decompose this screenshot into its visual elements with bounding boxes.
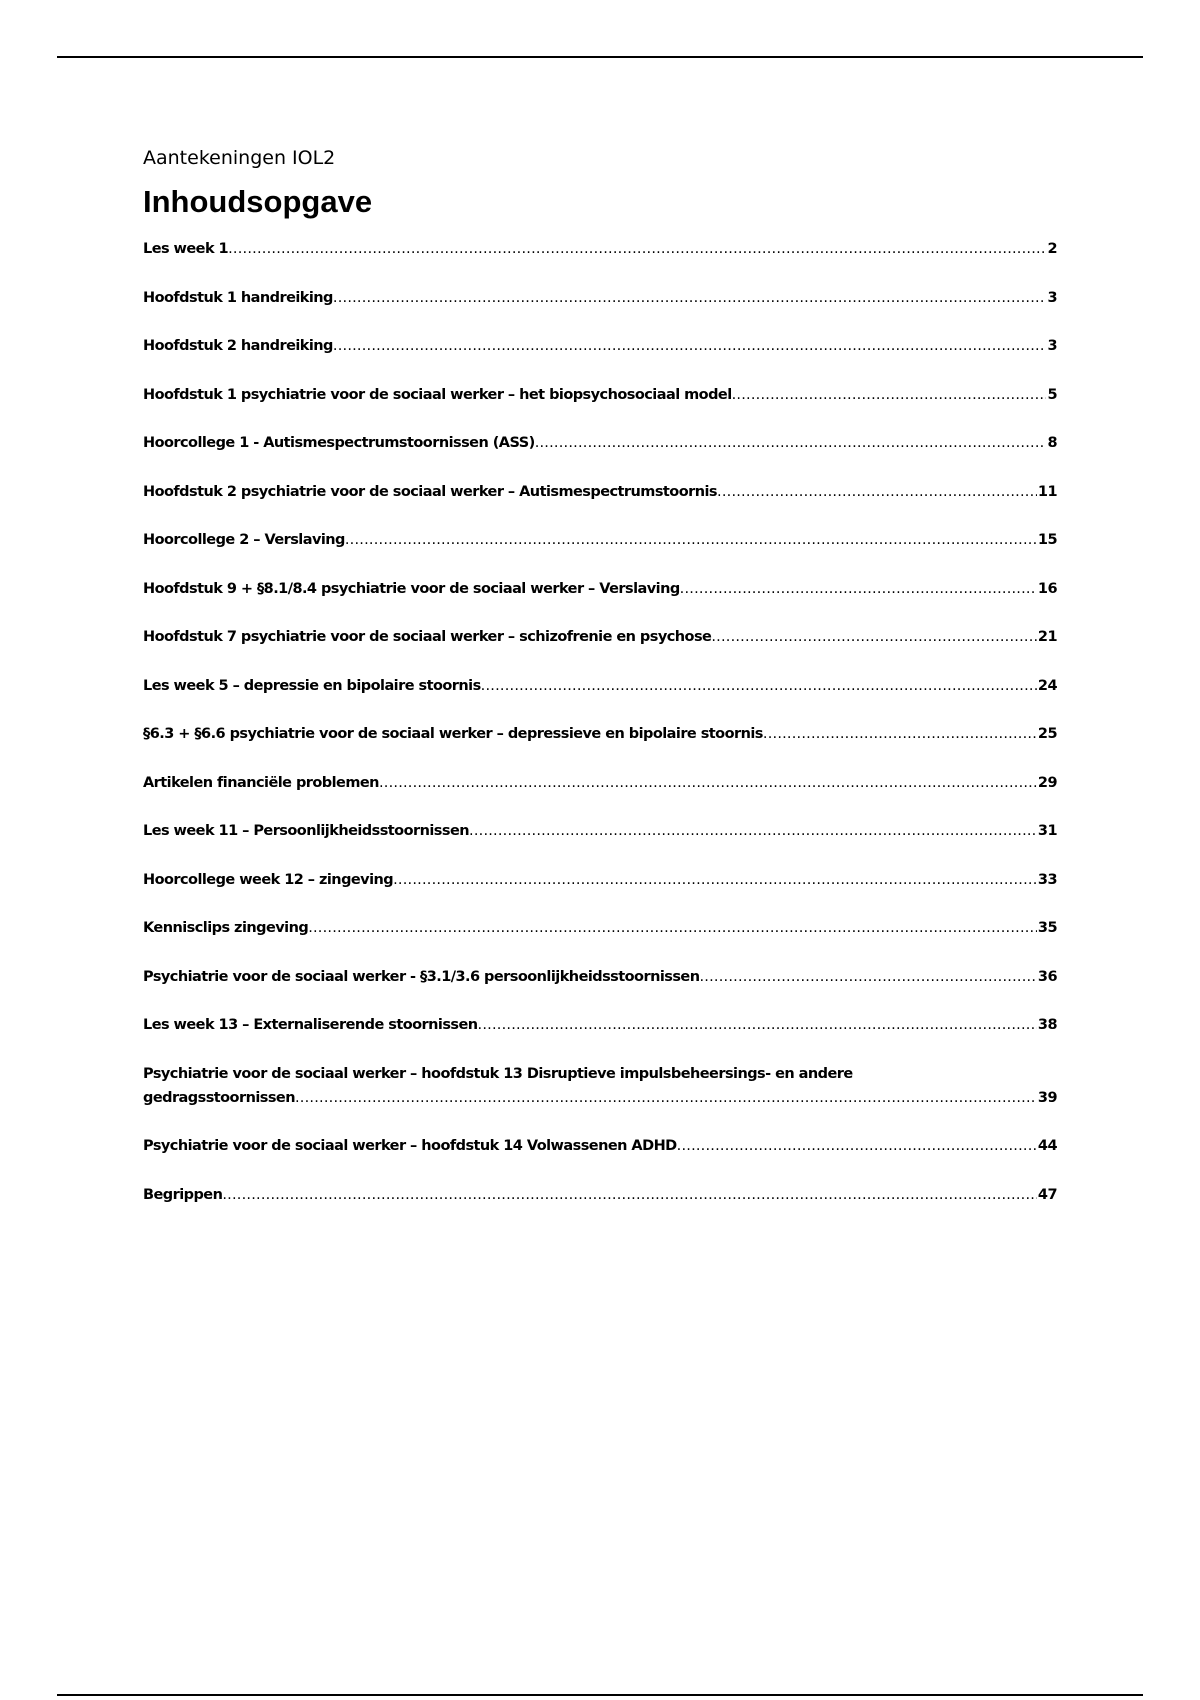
dot-leader: [469, 819, 1037, 843]
toc-entry-hoofdstuk-9-verslaving[interactable]: [143, 577, 1057, 601]
toc-entry-title-line1: Psychiatrie voor de sociaal werker – hoofdstuk 13 Disruptieve impulsbeheersings- en andere: [143, 1065, 853, 1082]
toc-entry-title: Hoofdstuk 2 psychiatrie voor de sociaal werker – Autismespectrumstoornis: [143, 483, 718, 500]
page-content: [143, 142, 1057, 1231]
toc-entry-hoofdstuk-7-schizofrenie[interactable]: [143, 625, 1057, 649]
toc-entry-page: 21: [1037, 629, 1057, 645]
toc-entry-page: 33: [1037, 871, 1057, 888]
toc-entry-page: 11: [1037, 483, 1057, 500]
toc-entry-title: Artikelen financiële problemen: [143, 774, 379, 791]
dot-leader: [295, 1086, 1037, 1110]
toc-entry-page: 2: [1047, 241, 1057, 257]
dot-leader: [345, 528, 1037, 552]
toc-heading: Inhoudsopgave: [143, 184, 373, 219]
toc-entry-volwassenen-adhd[interactable]: [143, 1134, 1057, 1158]
toc-entry-page: 29: [1037, 774, 1057, 791]
footer-rule: [57, 1694, 1143, 1696]
toc-entry-title: Begrippen: [143, 1186, 223, 1203]
toc-entry-les-week-5[interactable]: [143, 674, 1057, 698]
toc-entry-begrippen[interactable]: [143, 1183, 1057, 1207]
toc-entry-page: 24: [1037, 677, 1057, 694]
toc-entry-page: 44: [1037, 1138, 1057, 1154]
toc-entry-persoonlijkheidsstoornissen[interactable]: [143, 965, 1057, 989]
dot-leader: [308, 916, 1037, 940]
dot-leader: [535, 431, 1047, 455]
header-rule: [57, 56, 1143, 58]
toc-entry-kennisclips[interactable]: [143, 916, 1057, 940]
toc-entry-page: 15: [1037, 532, 1057, 548]
toc-entry-title: Hoofdstuk 2 handreiking: [143, 338, 333, 354]
dot-leader: [222, 1183, 1037, 1207]
toc-entry-title: Hoorcollege 1 - Autismespectrumstoornissen (ASS): [143, 435, 535, 451]
toc-entry-title: Psychiatrie voor de sociaal werker - §3.1/3.6 persoonlijkheidsstoornissen: [143, 968, 700, 985]
dot-leader: [478, 1013, 1037, 1037]
toc-entry-page: 35: [1037, 920, 1057, 936]
toc-entry-title-line2: gedragsstoornissen: [143, 1089, 295, 1106]
table-of-contents: [143, 237, 1057, 1207]
toc-entry-page: 3: [1047, 338, 1057, 354]
toc-entry-artikelen-financiele[interactable]: [143, 771, 1057, 795]
toc-entry-hoorcollege-1[interactable]: [143, 431, 1057, 455]
toc-entry-page: 47: [1037, 1186, 1057, 1203]
dot-leader: [732, 383, 1047, 407]
toc-entry-title: Les week 11 – Persoonlijkheidsstoornissen: [143, 823, 470, 839]
dot-leader: [228, 237, 1046, 261]
toc-entry-autismespectrumstoornis[interactable]: [143, 480, 1057, 504]
dot-leader: [379, 771, 1037, 795]
toc-entry-biopsychosociaal-model[interactable]: [143, 383, 1057, 407]
document-title: Aantekeningen IOL2: [143, 147, 336, 169]
dot-leader: [677, 1134, 1037, 1158]
toc-entry-title: Hoofdstuk 7 psychiatrie voor de sociaal werker – schizofrenie en psychose: [143, 629, 712, 645]
dot-leader: [699, 965, 1036, 989]
toc-entry-hoofdstuk-1-handreiking[interactable]: [143, 286, 1057, 310]
dot-leader: [717, 480, 1037, 504]
toc-entry-page: 5: [1047, 386, 1057, 403]
toc-entry-title: §6.3 + §6.6 psychiatrie voor de sociaal werker – depressieve en bipolaire stoornis: [143, 726, 763, 742]
toc-entry-title: Hoofdstuk 1 handreiking: [143, 289, 333, 306]
toc-entry-title: Hoofdstuk 1 psychiatrie voor de sociaal werker – het biopsychosociaal model: [143, 386, 732, 403]
toc-entry-page: 36: [1037, 968, 1057, 985]
dot-leader: [333, 286, 1047, 310]
toc-entry-page: 25: [1037, 726, 1057, 742]
dot-leader: [680, 577, 1037, 601]
toc-entry-page: 3: [1047, 289, 1057, 306]
dot-leader: [711, 625, 1037, 649]
dot-leader: [333, 334, 1047, 358]
toc-entry-les-week-11[interactable]: [143, 819, 1057, 843]
toc-entry-title: Les week 1: [143, 241, 229, 257]
toc-entry-hoofdstuk-2-handreiking[interactable]: [143, 334, 1057, 358]
toc-entry-title: Kennisclips zingeving: [143, 920, 309, 936]
toc-entry-title: Hoorcollege 2 – Verslaving: [143, 532, 345, 548]
toc-entry-title: Psychiatrie voor de sociaal werker – hoofdstuk 14 Volwassenen ADHD: [143, 1138, 677, 1154]
toc-entry-title: Les week 5 – depressie en bipolaire stoornis: [143, 677, 481, 694]
toc-entry-page: 16: [1037, 580, 1057, 597]
toc-entry-page: 38: [1037, 1017, 1057, 1033]
toc-entry-page: 39: [1037, 1089, 1057, 1106]
toc-entry-page: 31: [1037, 823, 1057, 839]
toc-entry-hoorcollege-week-12[interactable]: [143, 868, 1057, 892]
toc-entry-title: Hoorcollege week 12 – zingeving: [143, 871, 394, 888]
toc-entry-page: 8: [1047, 435, 1057, 451]
toc-entry-les-week-13[interactable]: [143, 1013, 1057, 1037]
toc-entry-les-week-1[interactable]: [143, 237, 1057, 261]
toc-entry-hoorcollege-2[interactable]: [143, 528, 1057, 552]
toc-entry-hoofdstuk-13-disruptieve[interactable]: [143, 1062, 1057, 1110]
toc-entry-title: Hoofdstuk 9 + §8.1/8.4 psychiatrie voor de sociaal werker – Verslaving: [143, 580, 680, 597]
dot-leader: [393, 868, 1037, 892]
dot-leader: [481, 674, 1037, 698]
toc-entry-depressieve-bipolaire[interactable]: [143, 722, 1057, 746]
dot-leader: [763, 722, 1037, 746]
toc-entry-title: Les week 13 – Externaliserende stoornissen: [143, 1017, 478, 1033]
